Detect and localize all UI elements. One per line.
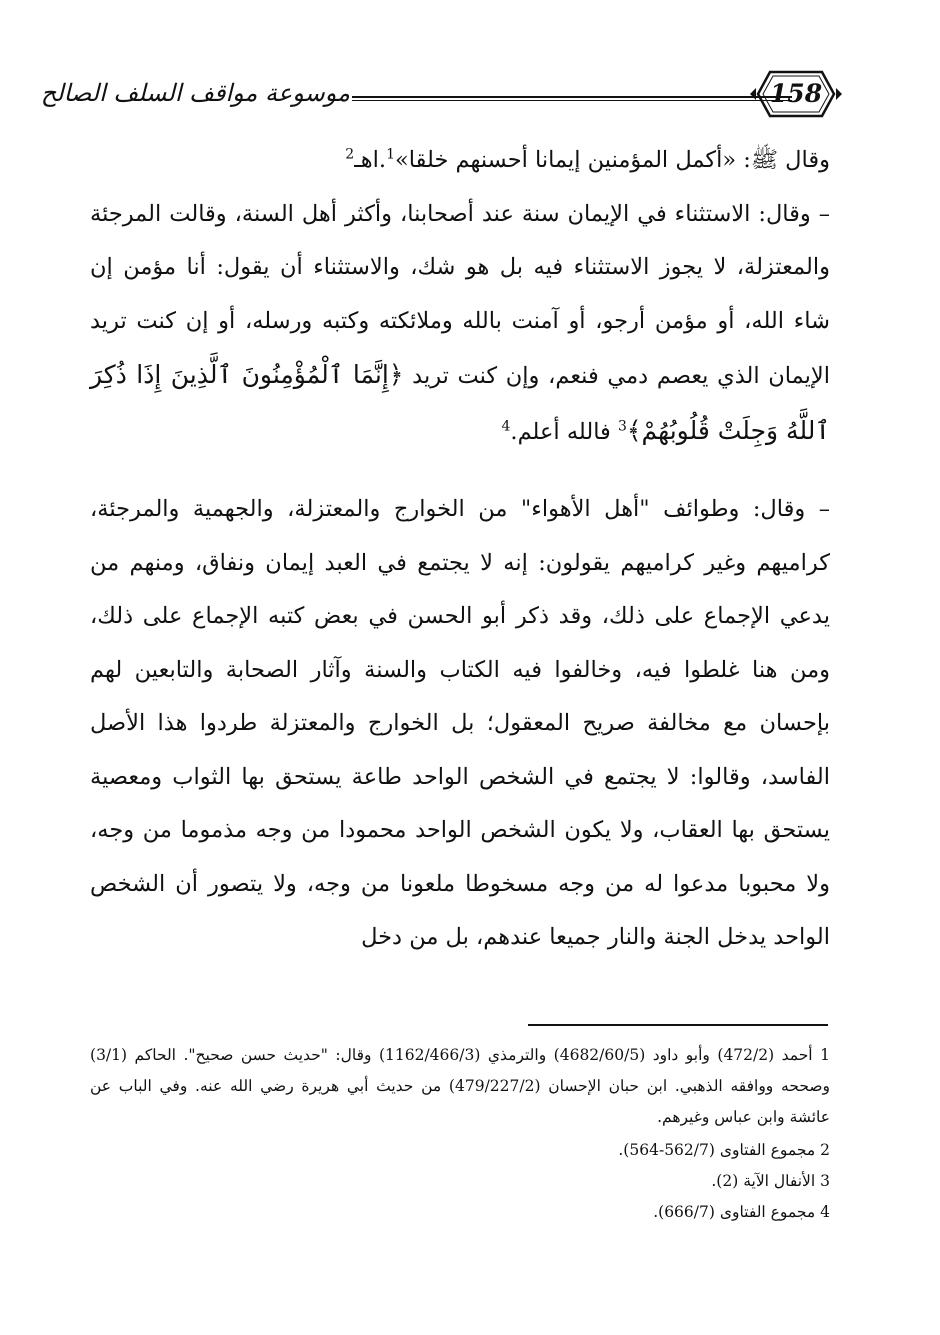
footnote-separator	[528, 1024, 828, 1026]
quran-verse: ﴿إِنَّمَا ٱلْمُؤْمِنُونَ ٱلَّذِينَ إِذَا ذُكِرَ ٱللَّهُ وَجِلَتْ قُلُوبُهُمْ﴾	[90, 360, 830, 445]
footnote-number: 4	[820, 1203, 830, 1221]
footnote-text: أحمد (472/2) وأبو داود (4682/60/5) والترمذي (1162/466/3) وقال: "حديث حسن صحيح". الحاكم (3/1) وصححه ووافقه الذهبي. ابن حبان الإحسان (479/227/2) من حديث أبي هريرة رضي الله عنه. وفي الباب عن عائشة وابن عباس وغيرهم.	[90, 1046, 830, 1126]
hadith-text: وقال ﷺ: «أكمل المؤمنين إيمانا أحسنهم خلقا»	[395, 147, 830, 173]
paragraph-gap	[90, 459, 830, 483]
main-text	[90, 134, 830, 965]
footnotes	[90, 1040, 830, 1228]
header-rule	[352, 96, 792, 101]
footnote-text: الأنفال الآية (2).	[711, 1172, 816, 1190]
footnote-ref-4: 4	[501, 418, 511, 434]
paragraph-hadith	[90, 134, 830, 188]
page-number-badge	[748, 66, 844, 122]
paragraph-istithna	[90, 188, 830, 460]
footnote-number: 2	[820, 1141, 830, 1159]
footnote-3	[90, 1166, 830, 1197]
series-title: موسوعة مواقف السلف الصالح	[40, 79, 350, 107]
footnote-ref-1: 1	[386, 146, 395, 163]
footnote-4	[90, 1197, 830, 1228]
footnote-text: مجموع الفتاوى (562/7-564).	[618, 1141, 816, 1159]
footnote-ref-3: 3	[617, 418, 627, 434]
istithna-text: – وقال: الاستثناء في الإيمان سنة عند أصحابنا، وأكثر أهل السنة، وقالت المرجئة والمعتزلة، لا يجوز الاستثناء فيه بل هو شك، والاستثناء أن يقول: أنا مؤمن إن شاء الله، أو مؤمن أرجو، أو آمنت بالله وملائكته وكتبه ورسله، أو إن كنت تريد الإيمان الذي يعصم دمي فنعم، وإن كنت تريد	[90, 200, 831, 389]
hadith-end: .اهـ	[354, 147, 387, 173]
paragraph-ahl-al-ahwa: – وقال: وطوائف "أهل الأهواء" من الخوارج والمعتزلة، والجهمية والمرجئة، كراميهم وغير كراميهم يقولون: إنه لا يجتمع في العبد إيمان ونفاق، ومنهم من يدعي الإجماع على ذلك، وقد ذكر أبو الحسن في بعض كتبه الإجماع على ذلك، ومن هنا غلطوا فيه، وخالفوا فيه الكتاب والسنة وآثار الصحابة والتابعين لهم بإحسان مع مخالفة صريح المعقول؛ بل الخوارج والمعتزلة طردوا هذا الأصل الفاسد، وقالوا: لا يجتمع في الشخص الواحد طاعة يستحق بها الثواب ومعصية يستحق بها العقاب، ولا يكون الشخص الواحد محمودا من وجه مذموما من وجه، ولا محبوبا مدعوا له من وجه مسخوطا ملعونا من وجه، ولا يتصور أن الشخص الواحد يدخل الجنة والنار جميعا عندهم، بل من دخل	[90, 496, 830, 950]
page-number: 158	[769, 79, 823, 108]
footnote-ref-2: 2	[345, 146, 355, 163]
footnote-2	[90, 1135, 830, 1166]
footnote-number: 3	[820, 1172, 830, 1190]
istithna-end: فالله أعلم.	[510, 418, 618, 445]
footnote-number: 1	[820, 1046, 830, 1064]
footnote-text: مجموع الفتاوى (666/7).	[653, 1203, 816, 1221]
footnote-1	[90, 1040, 830, 1133]
page-header	[40, 66, 830, 130]
